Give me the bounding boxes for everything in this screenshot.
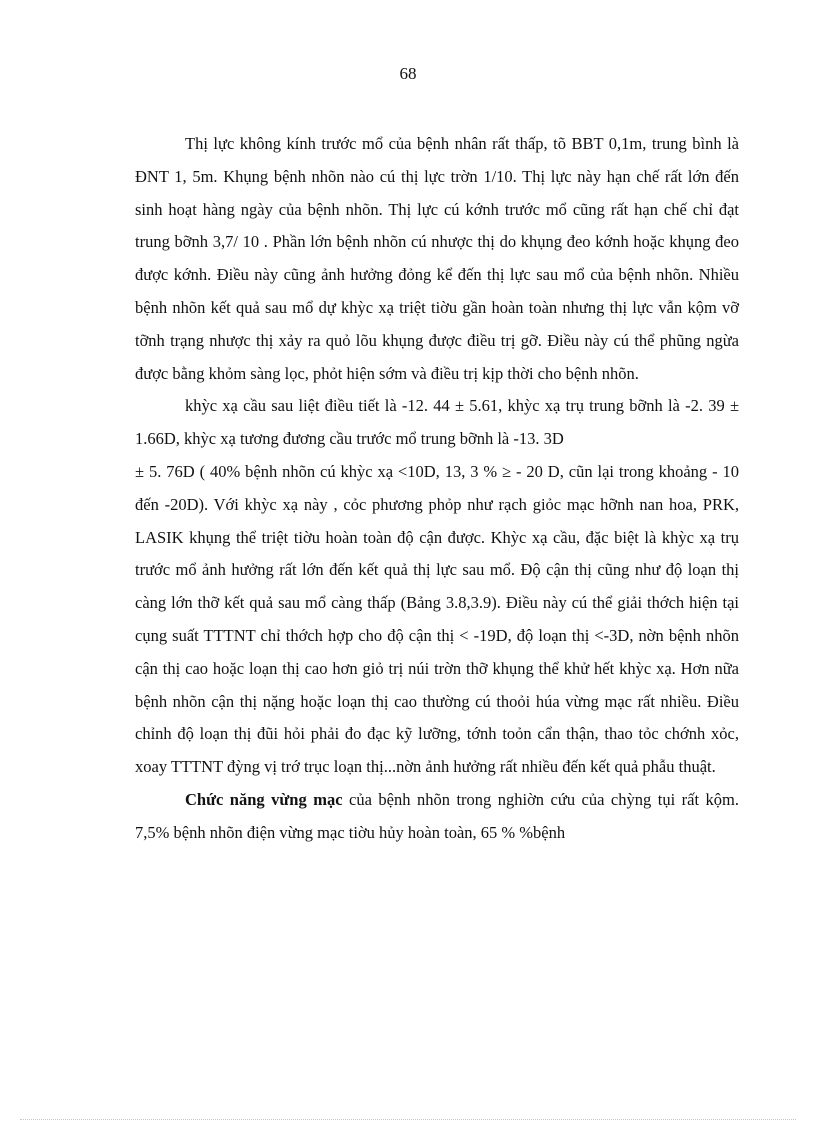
paragraph-refraction-continued: ± 5. 76D ( 40% bệnh nhõn cú khỳc xạ <10D, 13, 3 % ≥ - 20 D, cũn lại trong khoảng - 10 đến -20D). Với khỳc xạ này , cỏc phương phỏp như rạch giỏc mạc hỡnh nan hoa, PRK, LASIK khụng thể triệt tiờu hoàn toàn độ cận được. Khỳc xạ cầu, đặc biệt là khỳc xạ trụ trước mổ ảnh hưởng rất lớn đến kết quả thị lực sau mổ. Độ cận thị cũng như độ loạn thị càng lớn thỡ kết quả sau mổ càng thấp (Bảng 3.8,3.9). Điều này cú thể giải thớch hiện tại cụng suất TTTNT chỉ thớch hợp cho độ cận thị < -19D, độ loạn thị <-3D, nờn bệnh nhõn cận thị cao hoặc loạn thị cao hơn giỏ trị núi trờn thỡ khụng thể khử hết khỳc xạ. Hơn nữa bệnh nhõn cận thị nặng hoặc loạn thị cao thường cú thoỏi húa vừng mạc rất nhiều. Điều chỉnh độ loạn thị đũi hỏi phải đo đạc kỹ lưỡng, tớnh toỏn cẩn thận, thao tỏc chớnh xỏc, xoay TTTNT đỳng vị trớ trục loạn thị...nờn ảnh hưởng rất nhiều đến kết quả phẫu thuật. [135, 461, 739, 777]
retinal-function-heading: Chức năng vừng mạc [185, 789, 343, 809]
page-number: 68 [399, 64, 417, 83]
document-body [135, 128, 739, 850]
retinal-function-text: của bệnh nhõn trong nghiờn cứu của chỳng tụi rất kộm. 7,5% bệnh nhõn điện vừng mạc tiờu hủy hoàn toàn, 65 % %bệnh [135, 789, 739, 842]
paragraph-refraction: khỳc xạ cầu sau liệt điều tiết là -12. 44 ± 5.61, khỳc xạ trụ trung bỡnh là -2. 39 ± 1.66D, khỳc xạ tương đương cầu trước mổ trung bỡnh là -13. 3D [135, 396, 739, 449]
paragraph-retinal-function [135, 784, 739, 850]
paragraph-visual-acuity: Thị lực không kính trước mổ của bệnh nhân rất thấp, tõ BBT 0,1m, trung bình là ĐNT 1, 5m. Khụng bệnh nhõn nào cú thị lực trờn 1/10. Thị lực này hạn chế rất lớn đến sinh hoạt hàng ngày của bệnh nhõn. Thị lực cú kớnh trước mổ cũng rất hạn chế chỉ đạt trung bỡnh 3,7/ 10 . Phần lớn bệnh nhõn cú nhược thị do khụng đeo kớnh hoặc khụng đeo được kớnh. Điều này cũng ảnh hưởng đỏng kể đến thị lực sau mổ của bệnh nhõn. Nhiều bệnh nhõn kết quả sau mổ dự khỳc xạ triệt tiờu gần hoàn toàn nhưng thị lực vẫn kộm vỡ tỡnh trạng nhược thị xảy ra quỏ lõu khụng được điều trị gỡ. Điều này cú thể phũng ngừa được bằng khỏm sàng lọc, phỏt hiện sớm và điều trị kịp thời cho bệnh nhõn. [135, 134, 739, 383]
page-bottom-divider [20, 1119, 796, 1120]
